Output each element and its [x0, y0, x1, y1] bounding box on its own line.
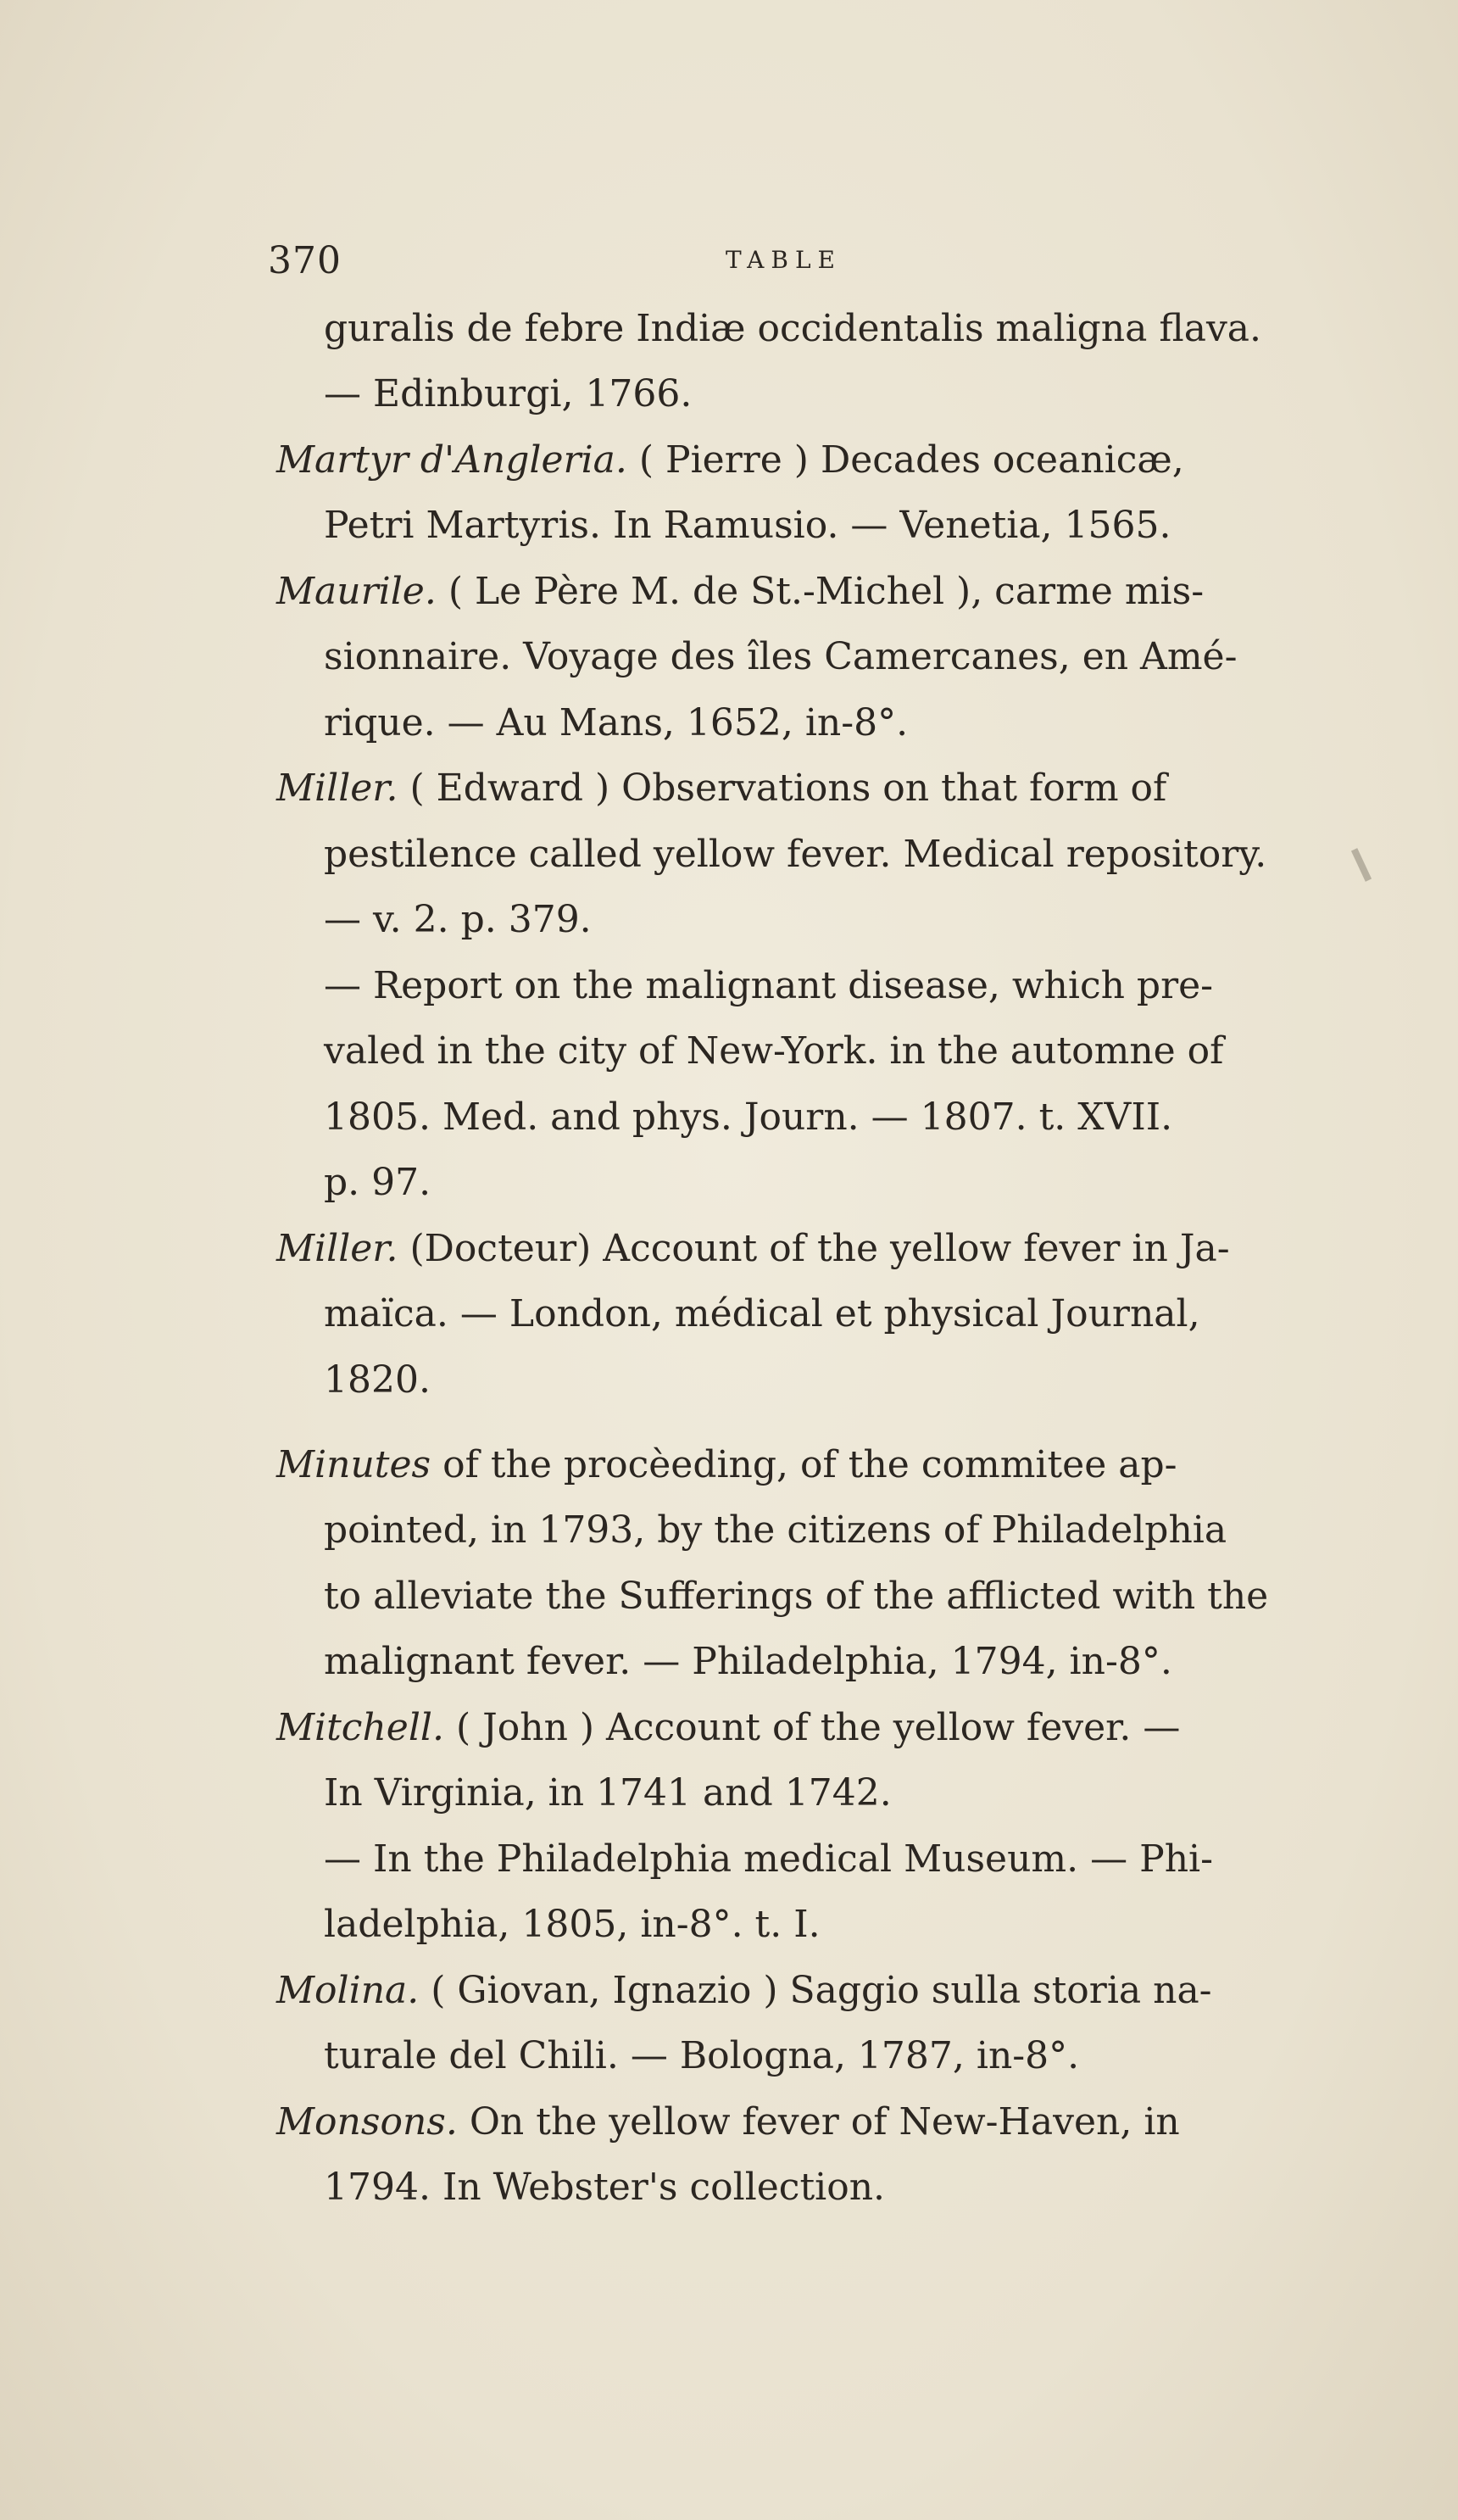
text-line: sionnaire. Voyage des îles Camercanes, en Amé-	[324, 635, 1238, 678]
text-line: pestilence called yellow fever. Medical repository.	[324, 833, 1267, 876]
text-line: maïca. — London, médical et physical Journal,	[324, 1292, 1200, 1335]
entry-line: Minutes of the procèeding, of the commitee ap-	[276, 1443, 1177, 1486]
entry-name: Martyr d'Angleria.	[276, 438, 627, 482]
entry-name: Minutes	[276, 1443, 431, 1486]
text-line: malignant fever. — Philadelphia, 1794, in-8°.	[324, 1640, 1172, 1683]
entry-line: Monsons. On the yellow fever of New-Haven, in	[276, 2100, 1180, 2144]
text-line: In Virginia, in 1741 and 1742.	[324, 1771, 892, 1815]
entry-name: Maurile.	[276, 570, 437, 613]
text-line: p. 97.	[324, 1161, 431, 1204]
text-line: 1820.	[324, 1358, 431, 1402]
entry-line: Maurile. ( Le Père M. de St.-Michel ), carme mis-	[276, 570, 1205, 613]
text-line: — In the Philadelphia medical Museum. — Phi-	[324, 1837, 1213, 1881]
text-line: guralis de febre Indiæ occidentalis maligna flava.	[324, 307, 1262, 350]
text-line: rique. — Au Mans, 1652, in-8°.	[324, 701, 909, 744]
entry-name: Monsons.	[276, 2100, 458, 2144]
text-line: pointed, in 1793, by the citizens of Philadelphia	[324, 1508, 1227, 1552]
entry-name: Miller.	[276, 767, 398, 810]
entry-line: Miller. (Docteur) Account of the yellow fever in Ja-	[276, 1227, 1230, 1270]
text-line: valed in the city of New-York. in the automne of	[324, 1029, 1224, 1073]
text-line: 1794. In Webster's collection.	[324, 2166, 886, 2209]
text-line: turale del Chili. — Bologna, 1787, in-8°.	[324, 2034, 1080, 2077]
entry-line: Miller. ( Edward ) Observations on that form of	[276, 767, 1167, 810]
entry-line: Mitchell. ( John ) Account of the yellow fever. —	[276, 1706, 1181, 1749]
ink-smudge	[1351, 848, 1372, 882]
entry-name: Miller.	[276, 1227, 398, 1270]
text-line: Petri Martyris. In Ramusio. — Venetia, 1565.	[324, 504, 1171, 547]
text-line: — Report on the malignant disease, which pre-	[324, 964, 1214, 1007]
text-line: ladelphia, 1805, in-8°. t. I.	[324, 1903, 821, 1946]
text-line: — v. 2. p. 379.	[324, 898, 592, 941]
entry-line: Molina. ( Giovan, Ignazio ) Saggio sulla storia na-	[276, 1969, 1212, 2012]
text-line: to alleviate the Sufferings of the afflicted with the	[324, 1575, 1269, 1618]
entry-name: Mitchell.	[276, 1706, 444, 1749]
running-head: TABLE	[726, 246, 842, 274]
text-line: 1805. Med. and phys. Journ. — 1807. t. XVII.	[324, 1096, 1173, 1139]
page-number: 370	[268, 239, 342, 282]
text-line: — Edinburgi, 1766.	[324, 372, 693, 415]
page-header	[268, 239, 1353, 290]
entry-name: Molina.	[276, 1969, 420, 2012]
entry-line: Martyr d'Angleria. ( Pierre ) Decades oceanicæ,	[276, 438, 1184, 482]
